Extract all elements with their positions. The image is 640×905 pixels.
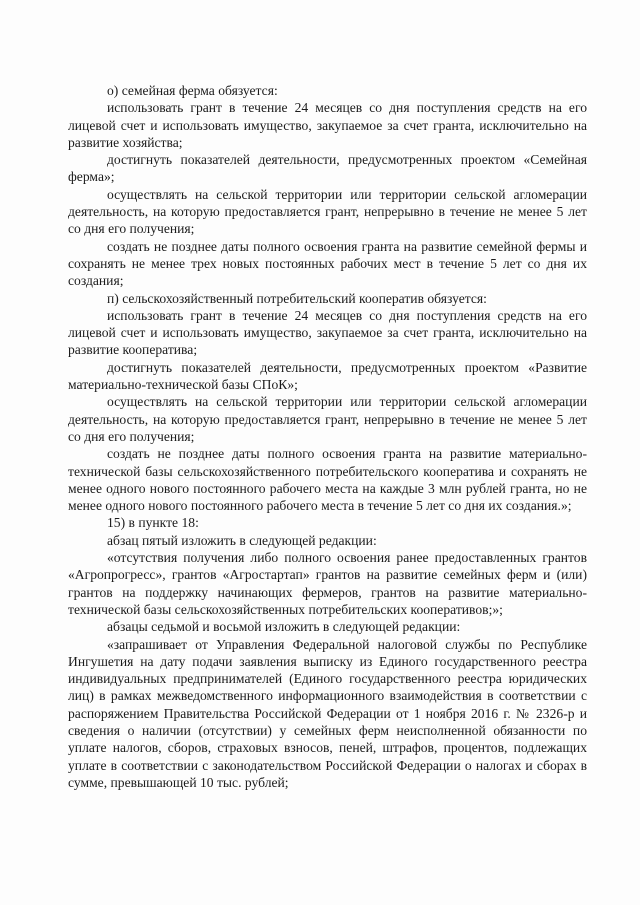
paragraph-farm-indicators: достигнуть показателей деятельности, предусмотренных проектом «Семейная ферма»; [68, 152, 587, 185]
paragraph-abzac-seven-eight-intro: абзацы седьмой и восьмой изложить в следующей редакции: [107, 619, 461, 635]
document-body [68, 82, 587, 791]
paragraph-farm-activity: осуществлять на сельской территории или территории сельской агломерации деятельность, на которую предоставляется грант, непрерывно в течение не менее 5 лет со дня его получения; [68, 186, 587, 237]
paragraph-farm-jobs: создать не позднее даты полного освоения гранта на развитие семейной фермы и сохранять не менее трех новых постоянных рабочих мест в течение 5 лет со дня их создания; [68, 238, 587, 289]
paragraph-farm-grant-usage: использовать грант в течение 24 месяцев со дня поступления средств на его лицевой счет и использовать имущество, закупаемое за счет гранта, исключительно на развитие хозяйства; [68, 100, 587, 150]
paragraph-abzac-five-intro: абзац пятый изложить в следующей редакции: [107, 532, 377, 548]
paragraph-coop-activity: осуществлять на сельской территории или территории сельской агломерации деятельность, на которую предоставляется грант, непрерывно в течение не менее 5 лет со дня его получения; [68, 394, 587, 444]
paragraph-abzac-five-text: «отсутствия получения либо полного освоения ранее предоставленных грантов «Агропрогресс», грантов «Агростартап» грантов на развитие семейных ферм и (или) грантов на поддержку начинающих фермеров, грантов на развитие материально-технической базы сельскохозяйственных потребительских кооперативов;»; [68, 550, 587, 617]
paragraph-coop-grant-usage: использовать грант в течение 24 месяцев со дня поступления средств на его лицевой счет и использовать имущество, закупаемое за счет гранта, исключительно на развитие кооператива; [68, 307, 587, 358]
paragraph-item-15-header: 15) в пункте 18: [107, 515, 199, 531]
paragraph-coop-jobs: создать не позднее даты полного освоения гранта на развитие материально-технической базы сельскохозяйственного потребительского кооператива и сохранять не менее одного нового постоянного рабочего места на каждые 3 млн рублей гранта, но не менее одного нового постоянного рабочего места в течение 5 лет со дня их создания.»; [68, 446, 587, 514]
paragraph-item-p-header: п) сельскохозяйственный потребительский кооператив обязуется: [107, 290, 487, 306]
paragraph-tax-request: «запрашивает от Управления Федеральной налоговой службы по Республике Ингушетия на дату подачи заявления выписку из Единого государственного реестра индивидуальных предпринимателей (Единого государственного реестра юридических лиц) в рамках межведомственного информационного взаимодействия в соответствии с распоряжением Правительства Российской Федерации от 1 ноября 2016 г. № 2326-р и сведения о наличии (отсутствии) у семейных ферм неисполненной обязанности по уплате налогов, сборов, страховых взносов, пеней, штрафов, процентов, подлежащих уплате в соответствии с законодательством Российской Федерации о налогах и сборах в сумме, превышающей 10 тыс. рублей; [68, 636, 587, 790]
paragraph-coop-indicators: достигнуть показателей деятельности, предусмотренных проектом «Развитие материально-технической базы СПоК»; [68, 359, 587, 393]
paragraph-item-o-header: о) семейная ферма обязуется: [107, 83, 278, 98]
